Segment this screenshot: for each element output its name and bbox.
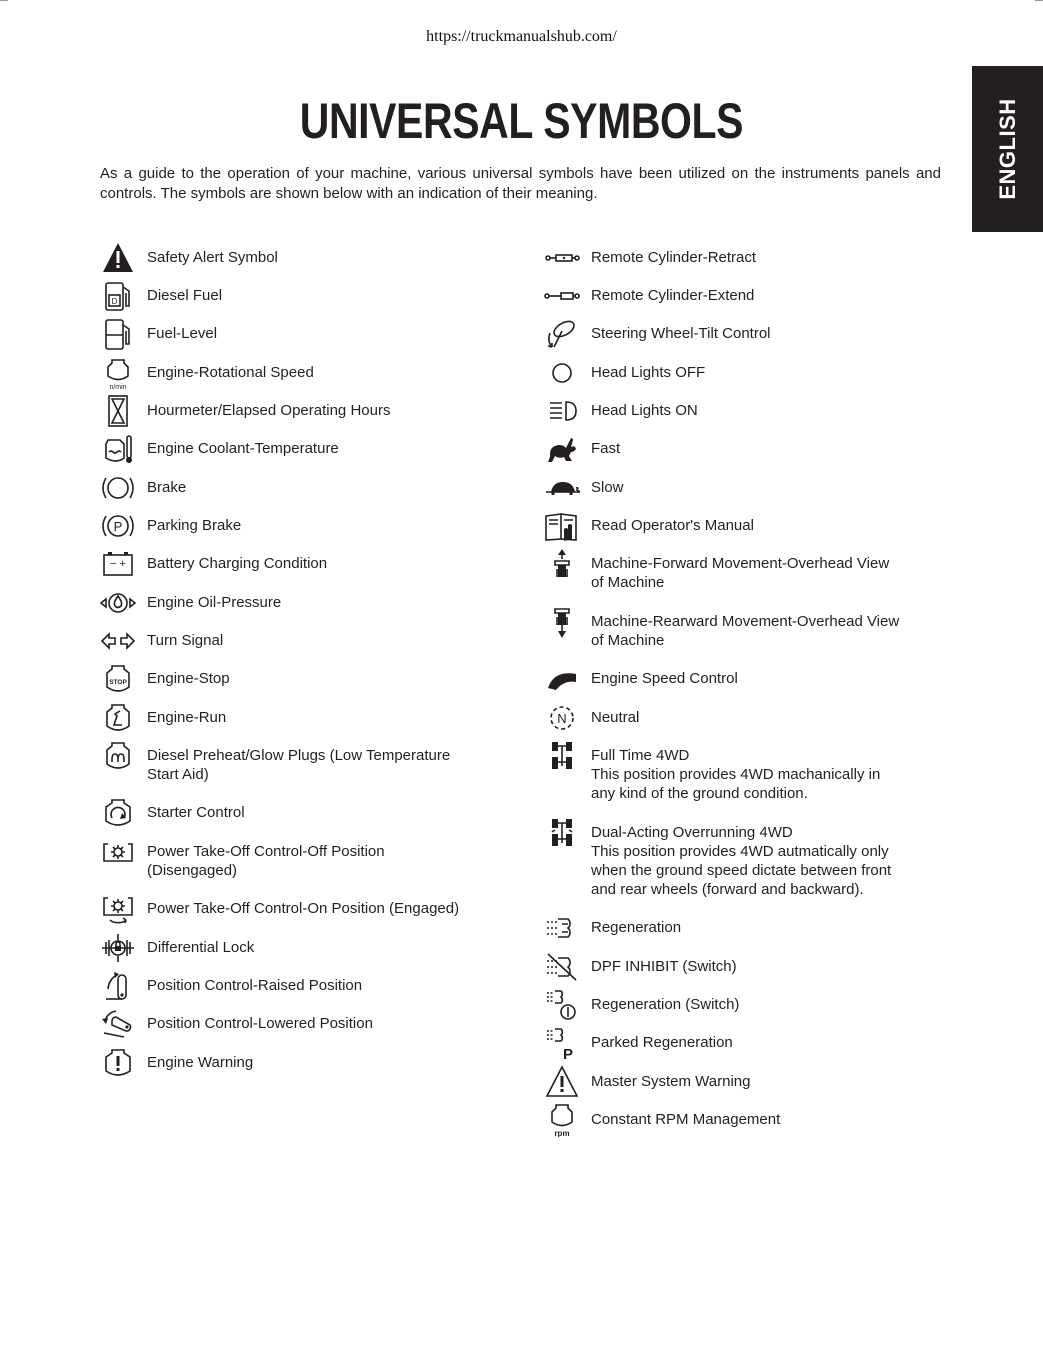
hourglass-icon bbox=[100, 394, 136, 428]
cylinder-retract-icon bbox=[544, 241, 580, 275]
rabbit-icon bbox=[544, 432, 580, 466]
symbol-item bbox=[100, 363, 314, 390]
symbol-description-line: Master System Warning bbox=[591, 1073, 751, 1090]
symbol-item bbox=[544, 439, 620, 466]
engine-stop-icon bbox=[100, 662, 136, 696]
symbol-description bbox=[591, 708, 639, 727]
symbol-description-line: Diesel Fuel bbox=[147, 287, 223, 304]
differential-lock-icon bbox=[100, 931, 136, 965]
dual-acting-4wd-icon bbox=[544, 816, 580, 850]
symbol-description-line: Fuel-Level bbox=[147, 325, 218, 342]
symbol-description bbox=[147, 439, 339, 458]
safety-alert-icon bbox=[100, 241, 136, 275]
symbol-description-line: Engine-Run bbox=[147, 709, 227, 726]
symbol-item bbox=[544, 554, 889, 592]
full-time-4wd-icon bbox=[544, 739, 580, 773]
symbol-description bbox=[147, 478, 186, 497]
engine-rotational-speed-icon bbox=[100, 356, 136, 390]
symbol-description-line: Position Control-Lowered Position bbox=[147, 1015, 373, 1032]
symbol-description bbox=[147, 286, 222, 305]
symbol-description bbox=[591, 746, 880, 803]
symbol-item bbox=[100, 669, 230, 696]
symbol-description-line: Dual-Acting Overrunning 4WD bbox=[591, 824, 793, 841]
symbol-description-line: Head Lights ON bbox=[591, 402, 698, 419]
symbol-description-line: Power Take-Off Control-Off Position bbox=[147, 843, 385, 860]
symbol-description bbox=[591, 286, 754, 305]
svg-text:rpm: rpm bbox=[554, 1129, 570, 1137]
symbol-description bbox=[147, 324, 217, 343]
intro-paragraph: As a guide to the operation of your machine, various universal symbols have been utilized on the instruments panels and controls. The symbols are shown below with an indication of their meaning. bbox=[100, 165, 941, 202]
symbol-description-line: Remote Cylinder-Retract bbox=[591, 249, 757, 266]
steering-tilt-icon bbox=[544, 317, 580, 351]
symbol-description-line: Safety Alert Symbol bbox=[147, 249, 278, 266]
symbol-item bbox=[100, 1053, 253, 1080]
symbol-item bbox=[544, 708, 639, 735]
symbol-description bbox=[591, 612, 899, 650]
svg-text:P: P bbox=[562, 1046, 574, 1060]
symbol-item bbox=[100, 554, 327, 581]
regeneration-switch-icon bbox=[544, 988, 580, 1022]
symbol-description bbox=[147, 401, 390, 420]
symbol-item bbox=[100, 286, 222, 313]
symbol-item bbox=[544, 516, 754, 543]
symbol-description-line: This position provides 4WD machanically in bbox=[591, 766, 881, 783]
head-lights-on-icon bbox=[544, 394, 580, 428]
symbol-description-line: Hourmeter/Elapsed Operating Hours bbox=[147, 402, 391, 419]
brake-icon bbox=[100, 471, 136, 505]
symbol-item bbox=[544, 324, 771, 351]
symbol-description-line: Start Aid) bbox=[147, 766, 209, 783]
symbol-description bbox=[147, 554, 327, 573]
cylinder-extend-icon bbox=[544, 279, 580, 313]
master-warning-icon bbox=[544, 1065, 580, 1099]
turn-signal-icon bbox=[100, 624, 136, 658]
symbol-item bbox=[100, 439, 339, 466]
symbol-description-line: This position provides 4WD autmatically only bbox=[591, 843, 889, 860]
symbol-description-line: Full Time 4WD bbox=[591, 747, 690, 764]
symbol-description bbox=[591, 1033, 733, 1052]
battery-icon bbox=[100, 547, 136, 581]
symbol-item bbox=[544, 918, 681, 945]
symbol-description bbox=[147, 1053, 253, 1072]
symbol-item bbox=[100, 478, 186, 505]
symbol-description bbox=[591, 248, 756, 267]
symbol-description-line: Differential Lock bbox=[147, 939, 255, 956]
symbol-description bbox=[147, 803, 245, 822]
engine-run-icon bbox=[100, 701, 136, 735]
symbol-description-line: Turn Signal bbox=[147, 632, 224, 649]
symbol-description bbox=[591, 1072, 751, 1091]
symbol-item bbox=[544, 248, 756, 275]
symbol-description bbox=[591, 1110, 780, 1129]
symbol-item bbox=[100, 631, 223, 658]
symbol-item bbox=[544, 401, 698, 428]
symbol-item bbox=[544, 957, 737, 984]
symbol-item bbox=[100, 1014, 373, 1041]
neutral-icon bbox=[544, 701, 580, 735]
symbol-item bbox=[544, 995, 739, 1022]
symbol-description-line: Slow bbox=[591, 479, 624, 496]
symbol-item bbox=[100, 842, 385, 880]
language-tab bbox=[972, 66, 1043, 232]
constant-rpm-icon bbox=[544, 1103, 580, 1137]
symbol-description bbox=[591, 669, 738, 688]
symbol-item bbox=[100, 248, 278, 275]
symbol-item bbox=[100, 938, 254, 965]
symbol-item bbox=[100, 708, 226, 735]
fuel-level-icon bbox=[100, 317, 136, 351]
symbol-description-line: Battery Charging Condition bbox=[147, 555, 328, 572]
head-lights-off-icon bbox=[544, 356, 580, 390]
symbol-item bbox=[100, 401, 390, 428]
symbol-description-line: when the ground speed dictate between front bbox=[591, 862, 892, 879]
engine-warning-icon bbox=[100, 1046, 136, 1080]
pto-off-icon bbox=[100, 835, 136, 869]
position-lowered-icon bbox=[100, 1007, 136, 1041]
symbol-item bbox=[100, 516, 241, 543]
symbol-description bbox=[591, 401, 698, 420]
symbol-item bbox=[544, 1072, 751, 1099]
symbol-description bbox=[147, 899, 459, 918]
symbol-description-line: Machine-Forward Movement-Overhead View bbox=[591, 555, 890, 572]
symbol-description bbox=[591, 918, 681, 937]
machine-forward-icon bbox=[544, 547, 580, 581]
symbol-description-line: Starter Control bbox=[147, 804, 245, 821]
glow-plug-icon bbox=[100, 739, 136, 773]
symbol-description-line: Brake bbox=[147, 479, 187, 496]
symbol-description bbox=[147, 248, 278, 267]
symbol-item bbox=[544, 746, 880, 803]
parking-brake-icon bbox=[100, 509, 136, 543]
symbol-description bbox=[147, 669, 230, 688]
symbol-description bbox=[147, 708, 226, 727]
symbol-description-line: Neutral bbox=[591, 709, 640, 726]
symbol-description bbox=[147, 1014, 373, 1033]
symbol-description bbox=[147, 363, 314, 382]
turtle-icon bbox=[544, 471, 580, 505]
symbol-description-line: Engine Warning bbox=[147, 1054, 254, 1071]
symbol-item bbox=[544, 286, 754, 313]
symbol-item bbox=[544, 478, 624, 505]
oil-pressure-icon bbox=[100, 586, 136, 620]
symbol-item bbox=[100, 746, 450, 784]
symbol-description bbox=[147, 516, 241, 535]
dpf-inhibit-icon bbox=[544, 950, 580, 984]
symbol-description bbox=[591, 439, 620, 458]
parked-regeneration-icon bbox=[544, 1026, 580, 1060]
svg-text:n/min: n/min bbox=[109, 384, 127, 390]
position-raised-icon bbox=[100, 969, 136, 1003]
diesel-fuel-icon bbox=[100, 279, 136, 313]
symbol-description bbox=[147, 746, 450, 784]
symbol-description-line: Parking Brake bbox=[147, 517, 242, 534]
language-tab-label: ENGLISH bbox=[994, 98, 1020, 200]
symbol-item bbox=[544, 1033, 733, 1060]
symbol-description-line: and rear wheels (forward and backward). bbox=[591, 881, 864, 898]
symbol-item bbox=[100, 976, 362, 1003]
symbol-description-line: Regeneration bbox=[591, 919, 682, 936]
symbol-description bbox=[147, 631, 223, 650]
symbol-description-line: Engine Speed Control bbox=[591, 670, 738, 687]
symbol-description bbox=[591, 478, 624, 497]
symbol-description-line: any kind of the ground condition. bbox=[591, 785, 808, 802]
symbol-description-line: Position Control-Raised Position bbox=[147, 977, 363, 994]
symbol-description-line: DPF INHIBIT (Switch) bbox=[591, 958, 737, 975]
header-url: https://truckmanualshub.com/ bbox=[426, 28, 617, 45]
machine-rearward-icon bbox=[544, 605, 580, 639]
coolant-temperature-icon bbox=[100, 432, 136, 466]
symbol-item bbox=[100, 899, 459, 926]
symbol-description-line: Diesel Preheat/Glow Plugs (Low Temperature bbox=[147, 747, 451, 764]
symbol-description bbox=[591, 957, 737, 976]
symbol-description-line: of Machine bbox=[591, 574, 665, 591]
symbol-item bbox=[544, 1110, 780, 1137]
starter-control-icon bbox=[100, 796, 136, 830]
regeneration-icon bbox=[544, 911, 580, 945]
symbol-item bbox=[544, 612, 899, 650]
symbol-item bbox=[100, 803, 245, 830]
symbol-description-line: Power Take-Off Control-On Position (Engaged) bbox=[147, 900, 460, 917]
symbol-description bbox=[591, 995, 739, 1014]
engine-speed-control-icon bbox=[544, 662, 580, 696]
symbol-description-line: Machine-Rearward Movement-Overhead View bbox=[591, 613, 900, 630]
svg-text:D: D bbox=[111, 297, 118, 306]
pto-on-icon bbox=[100, 892, 136, 926]
symbol-item bbox=[100, 324, 217, 351]
symbol-description bbox=[591, 324, 771, 343]
symbol-description bbox=[591, 823, 891, 899]
svg-text:P: P bbox=[113, 519, 123, 534]
symbol-description-line: Read Operator's Manual bbox=[591, 517, 754, 534]
manual-icon bbox=[544, 509, 580, 543]
svg-text:− +: − + bbox=[110, 558, 126, 570]
page-title: UNIVERSAL SYMBOLS bbox=[299, 93, 744, 149]
symbol-description bbox=[147, 593, 281, 612]
symbol-description-line: Steering Wheel-Tilt Control bbox=[591, 325, 771, 342]
symbol-description-line: Head Lights OFF bbox=[591, 364, 706, 381]
svg-text:STOP: STOP bbox=[109, 679, 127, 686]
symbol-description-line: Constant RPM Management bbox=[591, 1111, 781, 1128]
symbol-description-line: (Disengaged) bbox=[147, 862, 238, 879]
symbol-item bbox=[544, 363, 705, 390]
symbol-description-line: Engine Oil-Pressure bbox=[147, 594, 282, 611]
symbol-description-line: Engine-Rotational Speed bbox=[147, 364, 314, 381]
symbol-description bbox=[147, 938, 254, 957]
symbol-description bbox=[591, 516, 754, 535]
symbol-description bbox=[147, 976, 362, 995]
symbol-item bbox=[544, 823, 891, 899]
symbol-description-line: Regeneration (Switch) bbox=[591, 996, 740, 1013]
symbol-description-line: Parked Regeneration bbox=[591, 1034, 733, 1051]
svg-text:N: N bbox=[557, 711, 567, 726]
symbol-item bbox=[544, 669, 738, 696]
symbol-description-line: of Machine bbox=[591, 632, 665, 649]
symbol-item bbox=[100, 593, 281, 620]
symbol-description bbox=[591, 554, 889, 592]
symbol-description-line: Fast bbox=[591, 440, 621, 457]
symbol-description-line: Remote Cylinder-Extend bbox=[591, 287, 755, 304]
symbol-description bbox=[147, 842, 385, 880]
symbol-description-line: Engine-Stop bbox=[147, 670, 230, 687]
symbol-description-line: Engine Coolant-Temperature bbox=[147, 440, 339, 457]
symbol-description bbox=[591, 363, 705, 382]
